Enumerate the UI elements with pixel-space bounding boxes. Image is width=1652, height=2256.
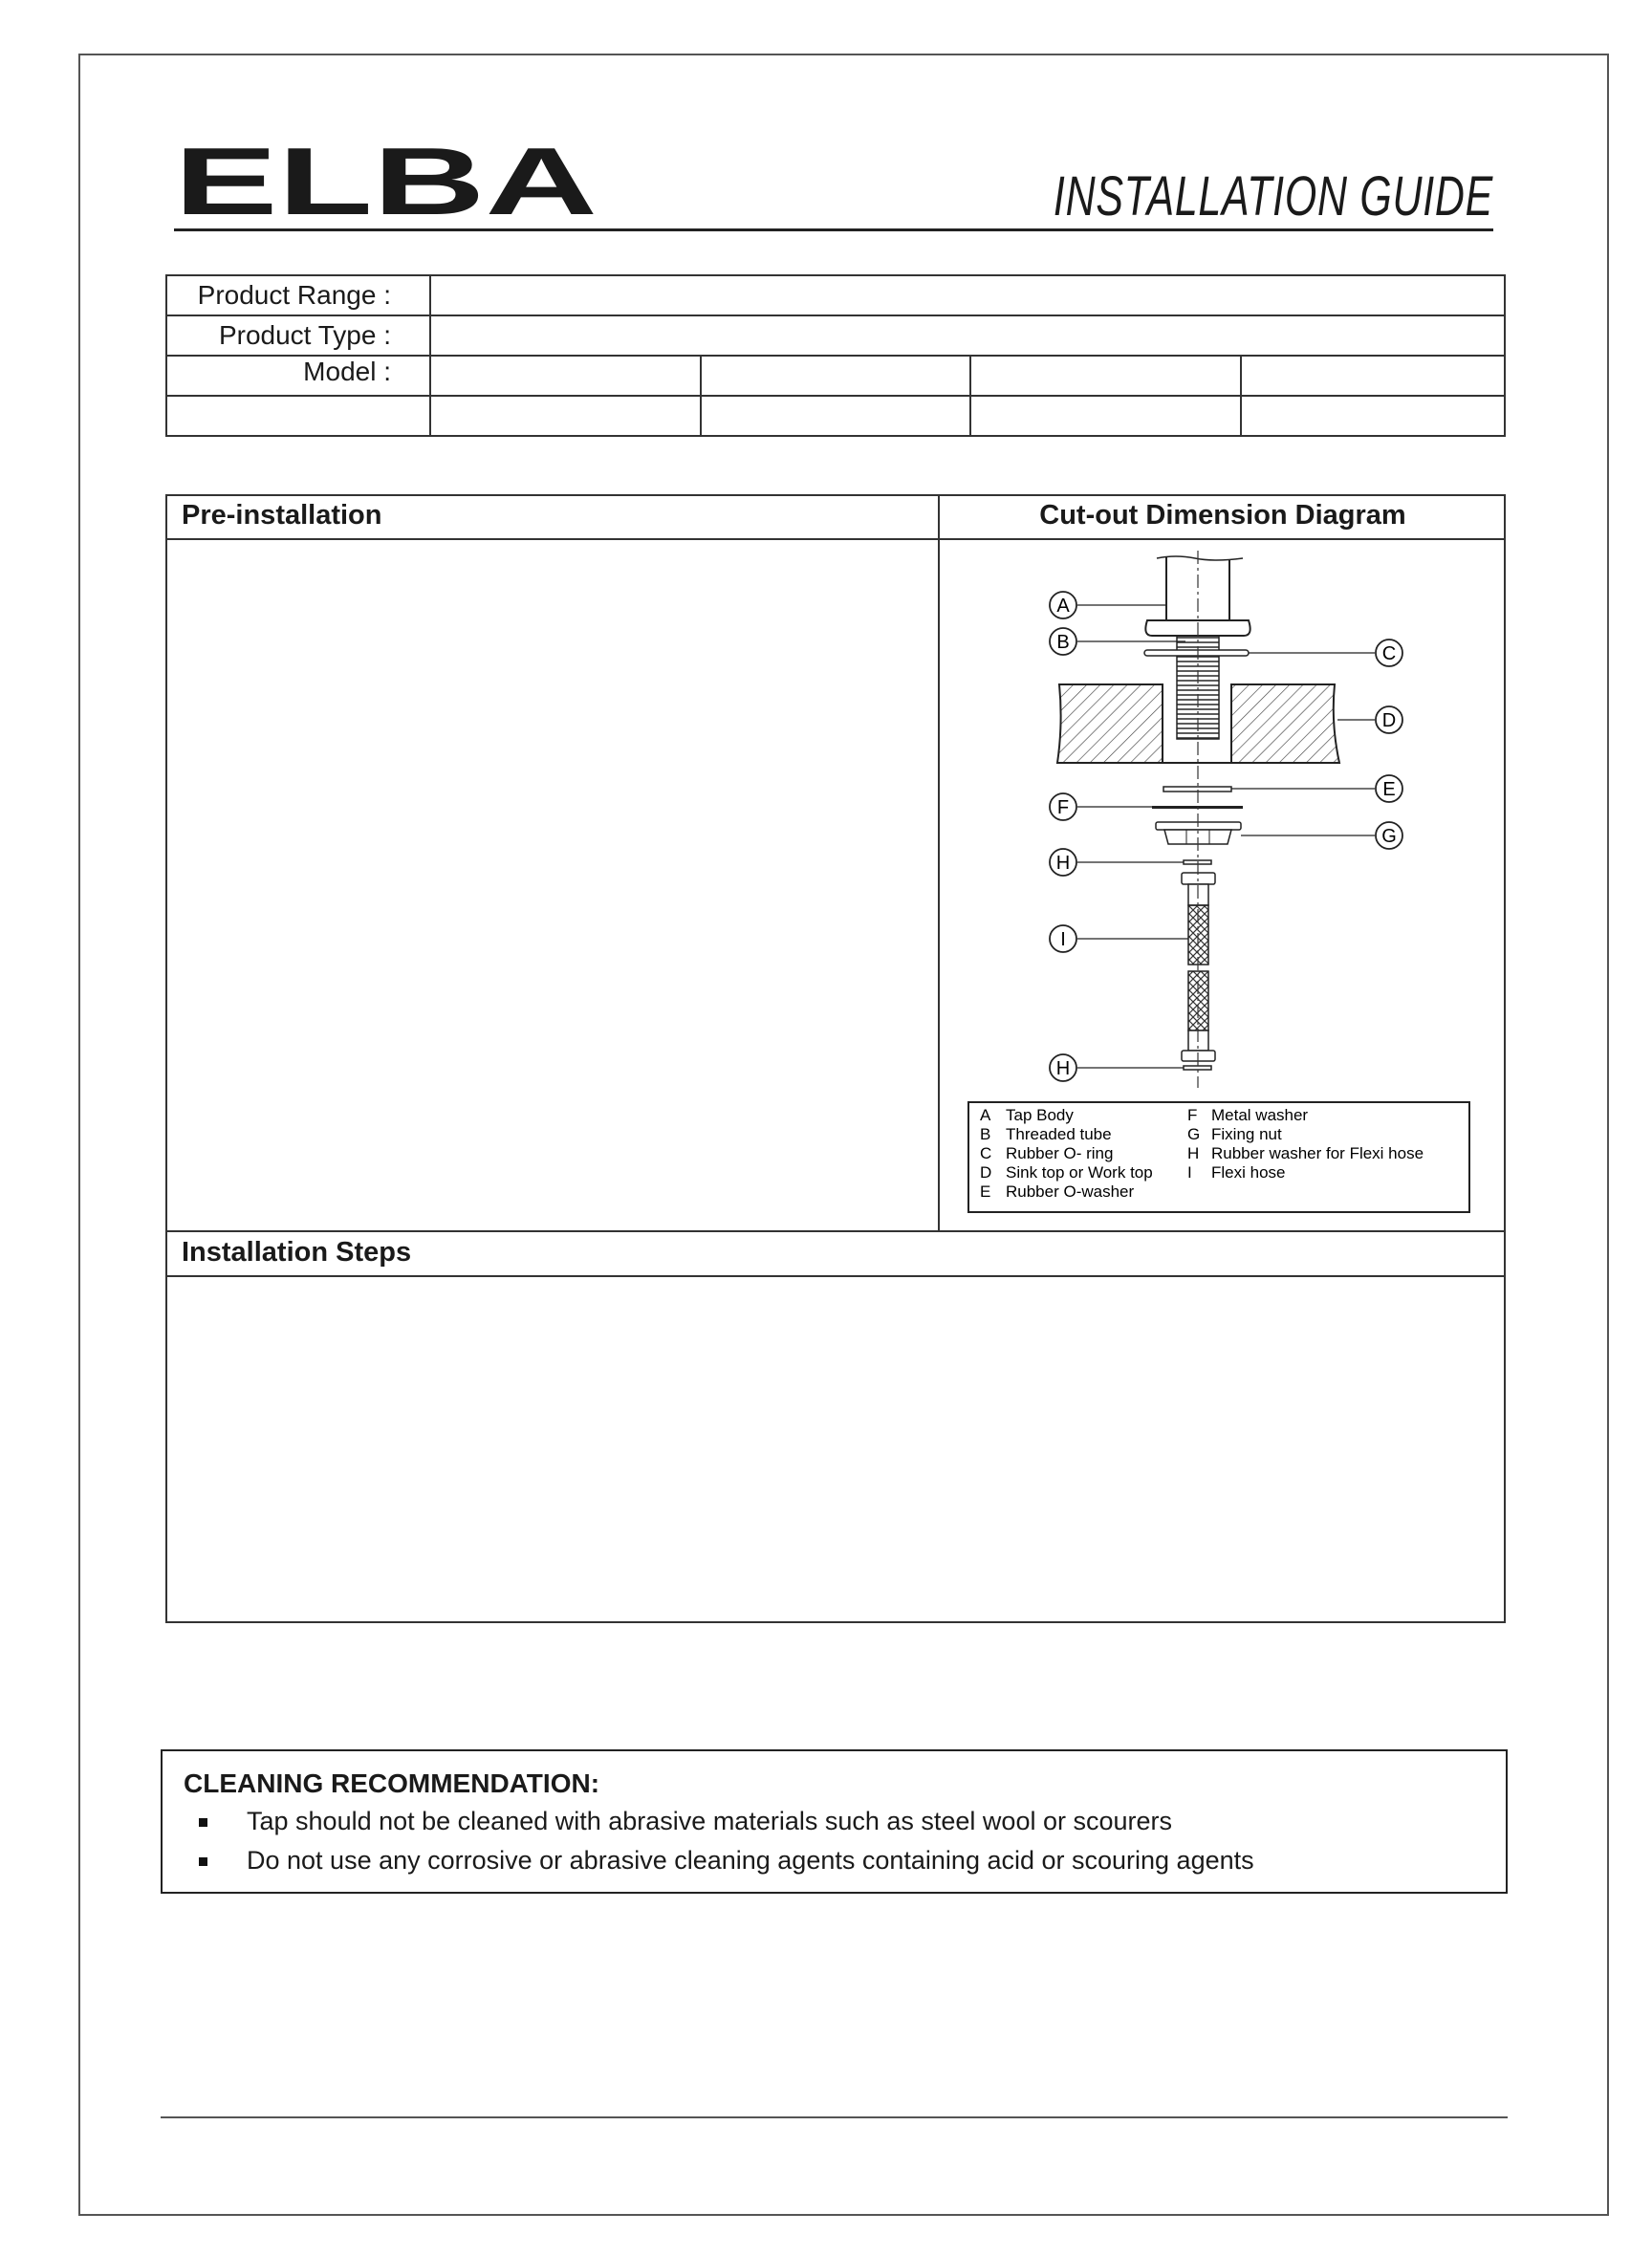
legend-letter: B — [980, 1125, 991, 1143]
legend-label: Flexi hose — [1211, 1163, 1286, 1182]
legend-label: Threaded tube — [1006, 1125, 1112, 1143]
callout-letter: C — [1381, 643, 1397, 664]
divider — [167, 1275, 1504, 1277]
legend-letter: H — [1187, 1144, 1200, 1162]
legend-letter: I — [1187, 1163, 1192, 1182]
legend-letter: G — [1187, 1125, 1201, 1143]
callout-b — [1050, 628, 1076, 655]
callout-e — [1376, 775, 1402, 802]
callout-f — [1050, 793, 1076, 820]
rubber-washer-bottom — [1184, 1066, 1211, 1070]
model-label: Model : — [166, 356, 430, 396]
callout-c — [1376, 640, 1402, 666]
page-title: INSTALLATION GUIDE — [1053, 165, 1493, 228]
legend-letter: C — [980, 1144, 992, 1162]
callout-h — [1050, 849, 1076, 876]
cleaning-item: Do not use any corrosive or abrasive cleaning agents containing acid or scouring agents — [247, 1846, 1254, 1875]
legend-letter: F — [1187, 1106, 1198, 1124]
callout-letter: D — [1381, 710, 1397, 731]
legend-label: Tap Body — [1006, 1106, 1074, 1124]
callout-letter: E — [1382, 779, 1396, 800]
rubber-o-ring — [1144, 650, 1249, 656]
cleaning-recommendation-box — [161, 1749, 1508, 1894]
legend-label: Rubber washer for Flexi hose — [1211, 1144, 1424, 1162]
cleaning-title: CLEANING RECOMMENDATION: — [184, 1768, 600, 1798]
callout-letter: H — [1055, 1058, 1071, 1079]
product-range-label: Product Range : — [166, 275, 430, 315]
bullet-icon — [199, 1818, 207, 1827]
legend-label: Rubber O-washer — [1006, 1182, 1135, 1201]
svg-text:ELBA: ELBA — [174, 143, 598, 218]
callout-letter: F — [1056, 797, 1070, 818]
legend-letter: D — [980, 1163, 992, 1182]
legend-label: Sink top or Work top — [1006, 1163, 1153, 1182]
footer-rule — [161, 2116, 1508, 2118]
installation-steps-heading: Installation Steps — [182, 1237, 412, 1268]
legend-label: Fixing nut — [1211, 1125, 1282, 1143]
legend-label: Rubber O- ring — [1006, 1144, 1114, 1162]
legend-letter: E — [980, 1182, 991, 1201]
callout-letter: A — [1056, 596, 1070, 617]
callout-g — [1376, 822, 1402, 849]
bullet-icon — [199, 1857, 207, 1866]
legend-label: Metal washer — [1211, 1106, 1309, 1124]
callout-d — [1376, 706, 1402, 733]
callout-letter: H — [1055, 853, 1071, 874]
callout-h — [1050, 1054, 1076, 1081]
pre-installation-heading: Pre-installation — [182, 500, 382, 531]
cleaning-item: Tap should not be cleaned with abrasive materials such as steel wool or scourers — [247, 1807, 1173, 1835]
product-type-label: Product Type : — [166, 315, 430, 356]
callout-letter: B — [1056, 632, 1070, 653]
legend-letter: A — [980, 1106, 991, 1124]
callout-letter: I — [1060, 929, 1066, 950]
callout-i — [1050, 925, 1076, 952]
callout-letter: G — [1381, 826, 1397, 847]
cut-out-diagram-heading: Cut-out Dimension Diagram — [1039, 500, 1406, 531]
callout-a — [1050, 592, 1076, 618]
